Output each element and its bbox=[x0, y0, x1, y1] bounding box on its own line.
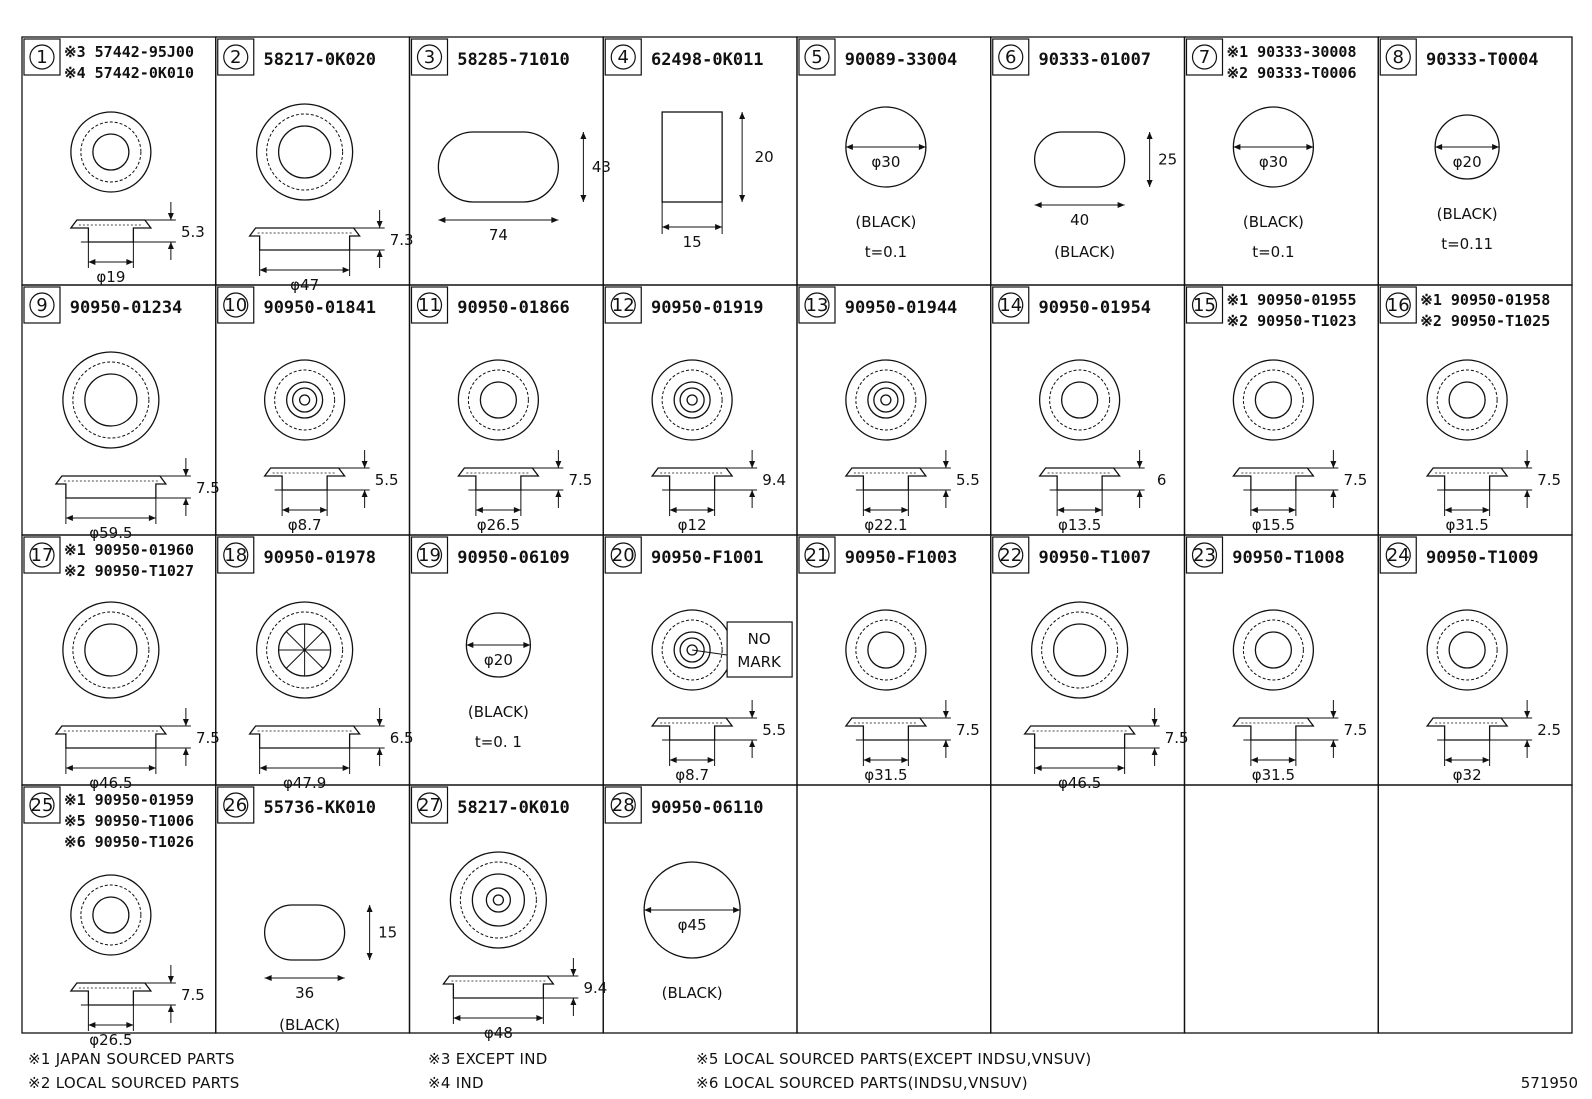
outline-circle bbox=[1054, 624, 1106, 676]
dimension-label: φ26.5 bbox=[476, 516, 521, 534]
grommet-profile bbox=[56, 726, 166, 748]
grommet-profile bbox=[1025, 726, 1135, 748]
rectangle-shape bbox=[662, 112, 722, 202]
part-number: 90950-01978 bbox=[263, 548, 377, 568]
dimension-label: φ13.5 bbox=[1057, 516, 1102, 534]
dimension-label: φ31.5 bbox=[1445, 516, 1489, 534]
diagram-id: 571950 bbox=[1520, 1074, 1578, 1092]
part-number: ※1 90950-01955 bbox=[1226, 291, 1357, 309]
note-text: MARK bbox=[737, 653, 781, 671]
dimension-label: 7.5 bbox=[180, 986, 205, 1004]
outline-circle bbox=[63, 602, 159, 698]
part-number: ※3 57442-95J00 bbox=[64, 43, 194, 61]
dimension-arrow bbox=[183, 719, 189, 726]
item-number: 3 bbox=[423, 47, 436, 68]
outline-circle bbox=[257, 104, 353, 200]
dimension-label: 5.5 bbox=[762, 721, 787, 739]
outline-circle bbox=[85, 374, 137, 426]
part-cell-16 bbox=[1378, 285, 1572, 535]
part-number: 90950-01919 bbox=[650, 298, 764, 318]
grommet-profile bbox=[652, 468, 732, 490]
part-cell-2 bbox=[216, 37, 414, 294]
outline-circle bbox=[93, 134, 129, 170]
outline-circle bbox=[1437, 620, 1497, 680]
dimension-label: 9.4 bbox=[762, 471, 787, 489]
dimension-label: φ45 bbox=[677, 916, 707, 934]
dimension-label: 9.4 bbox=[583, 979, 608, 997]
part-number: 90089-33004 bbox=[844, 50, 958, 70]
dimension-label: 6.5 bbox=[389, 729, 414, 747]
note-text: (BLACK) bbox=[855, 213, 917, 231]
outline-circle bbox=[662, 370, 722, 430]
item-number: 6 bbox=[1005, 47, 1017, 68]
grommet-profile bbox=[1427, 718, 1507, 740]
item-number: 20 bbox=[611, 545, 635, 566]
grommet-profile bbox=[250, 726, 360, 748]
dimension-label: φ30 bbox=[1258, 153, 1288, 171]
outline-circle bbox=[450, 852, 546, 948]
oval-plug bbox=[265, 905, 345, 960]
note-text: t=0. 1 bbox=[474, 733, 522, 751]
dimension-label: 7.5 bbox=[955, 721, 980, 739]
dimension-arrow bbox=[1330, 490, 1336, 497]
dimension-arrow bbox=[943, 740, 949, 747]
outline-circle bbox=[275, 370, 335, 430]
outline-circle bbox=[1449, 632, 1485, 668]
part-number: ※1 90950-01958 bbox=[1420, 291, 1551, 309]
part-cell-12 bbox=[603, 285, 797, 535]
part-number: 90950-01866 bbox=[457, 298, 570, 318]
outline-circle bbox=[486, 888, 510, 912]
empty-cell bbox=[797, 785, 991, 1033]
dimension-arrow bbox=[749, 461, 755, 468]
dimension-arrow bbox=[183, 498, 189, 505]
item-number: 14 bbox=[999, 295, 1023, 316]
outline-circle bbox=[881, 395, 891, 405]
part-cell-5 bbox=[797, 37, 991, 285]
item-number: 5 bbox=[811, 47, 823, 68]
dimension-arrow bbox=[1137, 461, 1143, 468]
dimension-label: 20 bbox=[754, 148, 774, 166]
outline-circle bbox=[1032, 602, 1128, 698]
outline-circle bbox=[680, 388, 704, 412]
dimension-label: φ8.7 bbox=[287, 516, 322, 534]
dimension-label: φ19 bbox=[96, 268, 126, 286]
dimension-arrow bbox=[183, 469, 189, 476]
outline-circle bbox=[1437, 370, 1497, 430]
note-text: t=0.1 bbox=[1252, 243, 1295, 261]
part-number: ※2 90333-T0006 bbox=[1226, 64, 1357, 82]
outline-circle bbox=[480, 382, 516, 418]
dimension-arrow bbox=[555, 461, 561, 468]
item-number: 22 bbox=[999, 545, 1023, 566]
spoke-line bbox=[286, 650, 304, 668]
part-number: 62498-0K011 bbox=[650, 50, 764, 70]
note-text: (BLACK) bbox=[467, 703, 529, 721]
item-number: 17 bbox=[30, 545, 54, 566]
outline-circle bbox=[81, 885, 141, 945]
dimension-label: 36 bbox=[295, 984, 315, 1002]
outline-circle bbox=[93, 897, 129, 933]
item-number: 26 bbox=[224, 795, 248, 816]
dimension-label: 7.5 bbox=[568, 471, 593, 489]
part-number: 90950-01944 bbox=[844, 298, 958, 318]
part-number: 58217-0K010 bbox=[457, 798, 570, 818]
outline-circle bbox=[856, 620, 916, 680]
note-text: t=0.11 bbox=[1441, 235, 1494, 253]
outline-circle bbox=[1255, 632, 1291, 668]
dimension-label: 74 bbox=[488, 226, 508, 244]
part-number: ※2 90950-T1025 bbox=[1420, 312, 1551, 330]
outline-circle bbox=[856, 370, 916, 430]
part-number: ※2 90950-T1023 bbox=[1226, 312, 1357, 330]
grommet-profile bbox=[458, 468, 538, 490]
empty-cell bbox=[991, 785, 1185, 1033]
footnote-2: ※2 LOCAL SOURCED PARTS bbox=[28, 1074, 240, 1092]
oval-plug bbox=[1035, 132, 1125, 187]
item-number: 16 bbox=[1386, 295, 1410, 316]
outline-circle bbox=[1255, 382, 1291, 418]
part-cell-27 bbox=[410, 785, 608, 1042]
note-text: (BLACK) bbox=[661, 984, 723, 1002]
oval-plug bbox=[438, 132, 558, 202]
part-number: 90333-01007 bbox=[1038, 50, 1152, 70]
outline-circle bbox=[458, 360, 538, 440]
outline-circle bbox=[1050, 370, 1110, 430]
part-cell-26 bbox=[216, 785, 410, 1034]
dimension-label: 5.5 bbox=[955, 471, 980, 489]
outline-circle bbox=[687, 395, 697, 405]
dimension-arrow bbox=[377, 250, 383, 257]
outline-circle bbox=[71, 112, 151, 192]
dimension-label: φ47.9 bbox=[282, 774, 327, 792]
footnote-6: ※6 LOCAL SOURCED PARTS(INDSU,VNSUV) bbox=[696, 1074, 1028, 1092]
outline-circle bbox=[1427, 360, 1507, 440]
dimension-label: 7.5 bbox=[1343, 721, 1368, 739]
part-cell-19 bbox=[410, 535, 604, 785]
dimension-arrow bbox=[1330, 461, 1336, 468]
part-number: 58217-0K020 bbox=[263, 50, 377, 70]
outline-circle bbox=[1062, 382, 1098, 418]
dimension-label: φ8.7 bbox=[675, 766, 709, 784]
item-number: 19 bbox=[418, 545, 441, 566]
outline-circle bbox=[846, 360, 926, 440]
part-number: 90950-T1009 bbox=[1425, 548, 1539, 568]
item-number: 11 bbox=[418, 295, 441, 316]
part-cell-6 bbox=[991, 37, 1185, 285]
part-number: ※1 90950-01960 bbox=[64, 541, 194, 559]
empty-cell bbox=[1185, 785, 1379, 1033]
dimension-arrow bbox=[1330, 740, 1336, 747]
dimension-label: 5.3 bbox=[180, 223, 205, 241]
dimension-label: φ46.5 bbox=[89, 774, 133, 792]
part-number: 90950-01841 bbox=[263, 298, 377, 318]
item-number: 1 bbox=[36, 47, 48, 68]
dimension-arrow bbox=[1524, 740, 1530, 747]
part-number: 90950-F1003 bbox=[844, 548, 958, 568]
item-number: 7 bbox=[1198, 47, 1211, 68]
outline-circle bbox=[85, 624, 137, 676]
grommet-profile bbox=[1427, 468, 1507, 490]
part-number: 90950-T1007 bbox=[1038, 548, 1152, 568]
item-number: 4 bbox=[617, 47, 629, 68]
outline-circle bbox=[1233, 360, 1313, 440]
outline-circle bbox=[652, 360, 732, 440]
part-number: 90950-01234 bbox=[69, 298, 183, 318]
footnote-3: ※3 EXCEPT IND bbox=[428, 1050, 548, 1068]
part-cell-21 bbox=[797, 535, 991, 785]
dimension-arrow bbox=[1152, 719, 1158, 726]
note-text: (BLACK) bbox=[1436, 205, 1498, 223]
outline-circle bbox=[1243, 370, 1303, 430]
grommet-profile bbox=[71, 220, 151, 242]
outline-circle bbox=[279, 126, 331, 178]
outline-circle bbox=[71, 875, 151, 955]
dimension-label: 7.3 bbox=[389, 231, 414, 249]
part-number: 90950-T1008 bbox=[1232, 548, 1345, 568]
dimension-label: 15 bbox=[682, 233, 702, 251]
part-cell-15 bbox=[1185, 285, 1379, 535]
dimension-arrow bbox=[1524, 461, 1530, 468]
dimension-label: φ32 bbox=[1452, 766, 1482, 784]
grommet-profile bbox=[1040, 468, 1120, 490]
dimension-label: 25 bbox=[1158, 150, 1178, 169]
part-number: 90950-01954 bbox=[1038, 298, 1152, 318]
part-number: 90950-F1001 bbox=[650, 548, 764, 568]
dimension-label: 7.5 bbox=[1343, 471, 1368, 489]
part-cell-13 bbox=[797, 285, 991, 535]
part-cell-4 bbox=[603, 37, 797, 285]
item-number: 2 bbox=[230, 47, 242, 68]
item-number: 28 bbox=[611, 795, 635, 816]
dimension-arrow bbox=[1524, 490, 1530, 497]
dimension-arrow bbox=[362, 490, 368, 497]
part-number: ※5 90950-T1006 bbox=[64, 812, 194, 830]
dimension-label: φ12 bbox=[677, 516, 707, 534]
item-number: 27 bbox=[418, 795, 441, 816]
part-cell-17 bbox=[22, 535, 220, 792]
dimension-arrow bbox=[749, 490, 755, 497]
outline-circle bbox=[1427, 610, 1507, 690]
outline-circle bbox=[868, 632, 904, 668]
dimension-arrow bbox=[1330, 711, 1336, 718]
item-number: 21 bbox=[805, 545, 829, 566]
outline-circle bbox=[300, 395, 310, 405]
outline-circle bbox=[493, 895, 503, 905]
dimension-arrow bbox=[377, 719, 383, 726]
dimension-label: 2.5 bbox=[1537, 721, 1562, 739]
dimension-label: φ46.5 bbox=[1057, 774, 1102, 792]
part-cell-25 bbox=[22, 785, 216, 1049]
note-text: (BLACK) bbox=[279, 1016, 341, 1034]
empty-cell bbox=[1378, 785, 1572, 1033]
dimension-arrow bbox=[570, 998, 576, 1005]
dimension-arrow bbox=[168, 1005, 174, 1012]
item-number: 9 bbox=[36, 295, 48, 316]
outline-circle bbox=[81, 122, 141, 182]
footnote-4: ※4 IND bbox=[428, 1074, 484, 1092]
dimension-label: 43 bbox=[591, 158, 611, 176]
dimension-label: φ59.5 bbox=[89, 524, 133, 542]
dimension-label: φ47 bbox=[290, 276, 320, 294]
dimension-arrow bbox=[943, 461, 949, 468]
item-number: 24 bbox=[1386, 545, 1410, 566]
dimension-label: 7.5 bbox=[1537, 471, 1562, 489]
outline-circle bbox=[293, 388, 317, 412]
item-number: 13 bbox=[805, 295, 829, 316]
dimension-label: 7.5 bbox=[195, 729, 220, 747]
part-number: ※1 90950-01959 bbox=[64, 791, 194, 809]
dimension-label: φ30 bbox=[871, 153, 901, 171]
grommet-profile bbox=[652, 718, 732, 740]
dimension-arrow bbox=[749, 740, 755, 747]
grommet-profile bbox=[846, 468, 926, 490]
part-number: ※6 90950-T1026 bbox=[64, 833, 194, 851]
dimension-label: φ22.1 bbox=[864, 516, 908, 534]
grommet-profile bbox=[1233, 468, 1313, 490]
part-cell-22 bbox=[991, 535, 1189, 792]
item-number: 8 bbox=[1392, 47, 1404, 68]
grommet-profile bbox=[265, 468, 345, 490]
dimension-arrow bbox=[362, 461, 368, 468]
note-text: (BLACK) bbox=[1054, 243, 1116, 261]
dimension-arrow bbox=[168, 976, 174, 983]
item-number: 25 bbox=[30, 795, 54, 816]
dimension-label: φ15.5 bbox=[1251, 516, 1296, 534]
item-number: 18 bbox=[224, 545, 248, 566]
part-cell-24 bbox=[1378, 535, 1572, 785]
dimension-arrow bbox=[168, 242, 174, 249]
outline-circle bbox=[63, 352, 159, 448]
outline-circle bbox=[468, 370, 528, 430]
dimension-label: 5.5 bbox=[374, 471, 399, 489]
dimension-label: 7.5 bbox=[195, 479, 220, 497]
part-cell-14 bbox=[991, 285, 1185, 535]
part-number: ※2 90950-T1027 bbox=[64, 562, 194, 580]
dimension-label: 7.5 bbox=[1164, 729, 1189, 747]
dimension-arrow bbox=[555, 490, 561, 497]
part-cell-28 bbox=[603, 785, 797, 1033]
dimension-arrow bbox=[1137, 490, 1143, 497]
dimension-label: φ31.5 bbox=[864, 766, 908, 784]
item-number: 10 bbox=[224, 295, 248, 316]
part-number: 90950-06109 bbox=[457, 548, 570, 568]
part-number: ※1 90333-30008 bbox=[1226, 43, 1357, 61]
dimension-label: 40 bbox=[1070, 211, 1090, 229]
dimension-arrow bbox=[168, 213, 174, 220]
grommet-profile bbox=[250, 228, 360, 250]
dimension-arrow bbox=[943, 490, 949, 497]
outline-circle bbox=[1449, 382, 1485, 418]
part-number: 55736-KK010 bbox=[263, 798, 377, 818]
dimension-arrow bbox=[749, 711, 755, 718]
dimension-label: φ20 bbox=[483, 651, 513, 669]
part-number: 90950-06110 bbox=[650, 798, 764, 818]
dimension-arrow bbox=[377, 221, 383, 228]
dimension-label: φ31.5 bbox=[1251, 766, 1296, 784]
spoke-line bbox=[305, 650, 323, 668]
grommet-profile bbox=[56, 476, 166, 498]
dimension-arrow bbox=[1152, 748, 1158, 755]
outline-circle bbox=[874, 388, 898, 412]
grommet-profile bbox=[1233, 718, 1313, 740]
part-cell-20 bbox=[603, 535, 797, 785]
outline-circle bbox=[265, 360, 345, 440]
dimension-arrow bbox=[1524, 711, 1530, 718]
outline-circle bbox=[1040, 360, 1120, 440]
part-number: ※4 57442-0K010 bbox=[64, 64, 194, 82]
note-text: NO bbox=[747, 630, 771, 648]
spoke-line bbox=[305, 632, 323, 650]
footnote-5: ※5 LOCAL SOURCED PARTS(EXCEPT INDSU,VNSUV) bbox=[696, 1050, 1092, 1068]
part-cell-23 bbox=[1185, 535, 1379, 785]
outline-circle bbox=[472, 874, 524, 926]
part-cell-1 bbox=[22, 37, 216, 286]
spoke-line bbox=[286, 632, 304, 650]
item-number: 23 bbox=[1193, 545, 1216, 566]
dimension-label: 15 bbox=[378, 923, 398, 942]
part-number: 90333-T0004 bbox=[1425, 50, 1539, 70]
footnote-1: ※1 JAPAN SOURCED PARTS bbox=[28, 1050, 235, 1068]
grommet-profile bbox=[71, 983, 151, 1005]
part-cell-9 bbox=[22, 285, 220, 542]
dimension-arrow bbox=[377, 748, 383, 755]
item-number: 12 bbox=[611, 295, 635, 316]
note-text: (BLACK) bbox=[1242, 213, 1304, 231]
part-cell-7 bbox=[1185, 37, 1379, 285]
part-cell-3 bbox=[410, 37, 611, 285]
dimension-label: φ20 bbox=[1452, 153, 1482, 171]
outline-circle bbox=[1233, 610, 1313, 690]
dimension-label: φ26.5 bbox=[89, 1031, 133, 1049]
dimension-arrow bbox=[183, 748, 189, 755]
part-cell-10 bbox=[216, 285, 410, 535]
dimension-arrow bbox=[943, 711, 949, 718]
part-number: 58285-71010 bbox=[457, 50, 570, 70]
part-cell-11 bbox=[410, 285, 604, 535]
part-cell-18 bbox=[216, 535, 414, 792]
dimension-arrow bbox=[570, 969, 576, 976]
outline-circle bbox=[846, 610, 926, 690]
item-number: 15 bbox=[1193, 295, 1216, 316]
dimension-label: 6 bbox=[1156, 471, 1167, 489]
grommet-profile bbox=[846, 718, 926, 740]
dimension-label: φ48 bbox=[483, 1024, 513, 1042]
grommet-profile bbox=[443, 976, 553, 998]
note-text: t=0.1 bbox=[864, 243, 908, 261]
part-cell-8 bbox=[1378, 37, 1572, 285]
outline-circle bbox=[1243, 620, 1303, 680]
